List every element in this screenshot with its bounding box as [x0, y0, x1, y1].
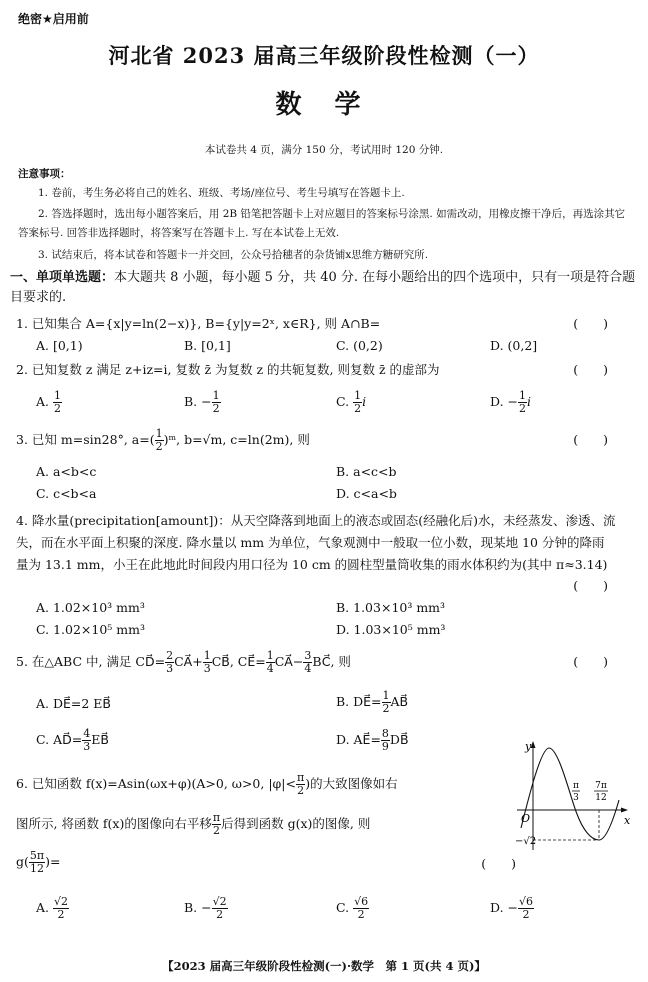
question-6-options [16, 894, 628, 924]
fraction [165, 650, 174, 675]
question-1-stem: 1. 已知集合 A={x|y=ln(2−x)}, B={y|y=2ˣ, x∈R}, 则 A∩B= [16, 316, 381, 331]
answer-paren: ( ) [573, 578, 608, 593]
option-d: D. 1.03×10⁵ mm³ [336, 622, 446, 637]
fraction [382, 690, 391, 715]
option-label: A. [36, 394, 50, 409]
question-6-line-2 [16, 812, 516, 837]
fraction [155, 428, 164, 453]
question-4-stem: 4. 降水量(precipitation[amount])：从天空降落到地面上的液态或固态(经融化后)水，未经蒸发、渗透、流失，而在水平面上积聚的深度. 降水量以 mm 为单位，气象观测中一般取一位小数，现某地 10 分钟的降雨量为 13.1 mm，小王在此地此时间段内用口径为 10 cm 的圆柱型量筒收集的雨水体积约为(其中 π≈3.14) [16, 513, 616, 572]
question-5-options-row1 [16, 690, 628, 718]
option-text: C. AD⃗= [36, 732, 83, 747]
page-footer: 【2023 届高三年级阶段性检测(一)·数学 第 1 页(共 4 页)】 [162, 959, 486, 973]
denominator: 2 [212, 824, 220, 837]
answer-paren: ( ) [573, 316, 608, 331]
question-5-stem-part: CA⃗− [274, 654, 304, 669]
question-2 [16, 360, 628, 380]
option-a [36, 896, 69, 921]
fraction [353, 896, 369, 921]
question-1-options [16, 336, 628, 356]
confidential-label: 绝密★启用前 [18, 12, 89, 26]
option-c: C. c<b<a [36, 486, 97, 501]
question-3-stem-part: 3. 已知 m=sin28°, a=( [16, 432, 155, 447]
question-3-options-row1 [16, 462, 628, 482]
option-c [336, 390, 366, 415]
fraction [296, 772, 305, 797]
denominator: 2 [297, 784, 305, 797]
section-one-heading [10, 268, 636, 308]
exam-title: 河北省 2023 届高三年级阶段性检测（一） [108, 43, 540, 68]
question-4-paren-row [16, 576, 628, 598]
denominator: 4 [266, 662, 274, 675]
question-5-stem-part: BC⃗, 则 [312, 654, 351, 669]
question-4 [16, 510, 616, 576]
question-4-options-row2 [16, 620, 628, 640]
fraction [381, 728, 390, 753]
question-6-stem-part: )= [45, 854, 61, 869]
numerator: 1 [155, 427, 163, 440]
answer-paren: ( ) [573, 654, 608, 669]
fraction [518, 390, 527, 415]
tick-1-denominator: 3 [573, 793, 579, 803]
denominator: 2 [212, 402, 220, 415]
answer-paren: ( ) [573, 362, 608, 377]
option-text: B. DE⃗= [336, 694, 382, 709]
tick-1-numerator: π [573, 781, 579, 791]
numerator: √6 [519, 895, 534, 908]
answer-paren: ( ) [481, 856, 516, 871]
question-6-stem-part: 6. 已知函数 f(x)=Asin(ωx+φ)(A>0, ω>0, |φ|< [16, 776, 296, 791]
option-b: B. 1.03×10³ mm³ [336, 600, 446, 615]
option-a: A. [0,1) [36, 338, 83, 353]
fraction [353, 390, 362, 415]
question-6-stem-part: 图所示, 将函数 f(x)的图像向右平移 [16, 816, 212, 831]
fraction [518, 896, 534, 921]
imaginary-unit: i [527, 394, 531, 409]
denominator: 9 [381, 740, 389, 753]
numerator: √2 [212, 895, 227, 908]
option-text: EB⃗ [91, 732, 109, 747]
sine-graph [515, 738, 633, 856]
numerator: 1 [54, 389, 61, 402]
option-c [36, 728, 109, 753]
question-2-stem: 2. 已知复数 z 满足 z+iz=i, 复数 z̄ 为复数 z 的共轭复数, 则复数 z̄ 的虚部为 [16, 362, 440, 377]
denominator: 2 [382, 702, 390, 715]
answer-paren: ( ) [573, 432, 608, 447]
fraction [53, 896, 69, 921]
option-text: D. AE⃗= [336, 732, 381, 747]
fraction [203, 650, 212, 675]
tick-2-denominator: 12 [595, 793, 607, 803]
numerator: 4 [83, 727, 91, 740]
option-c [336, 896, 369, 921]
option-b [336, 690, 408, 715]
fraction [82, 728, 91, 753]
denominator: 2 [216, 908, 224, 921]
numerator: 1 [354, 389, 362, 402]
option-b [184, 390, 221, 415]
question-3-stem-part: )ᵐ, b=√m, c=ln(2m), 则 [163, 432, 310, 447]
option-d: D. c<a<b [336, 486, 397, 501]
min-label: −√2 [515, 836, 537, 847]
option-d: D. (0,2] [490, 338, 538, 353]
option-a: A. DE⃗=2 EB⃗ [36, 696, 111, 711]
question-6-stem-part: 后得到函数 g(x)的图像, 则 [221, 816, 371, 831]
question-6-line-3 [16, 850, 516, 875]
question-3 [16, 428, 628, 453]
notice-item-2: 2. 答选择题时，选出每小题答案后，用 2B 铅笔把答题卡上对应题目的答案标号涂黑. 如需改动，用橡皮擦干净后，再选涂其它答案标号. 回答非选择题时，将答案写在答题卡上. 写在本试卷上无效. [18, 208, 626, 239]
question-4-options-row1 [16, 598, 628, 618]
question-3-options-row2 [16, 484, 628, 504]
section-one-text: 本大题共 8 小题，每小题 5 分，共 40 分. 在每小题给出的四个选项中，只有一项是符合题目要求的. [10, 270, 636, 305]
denominator: 2 [522, 908, 530, 921]
x-label: x [624, 814, 631, 827]
option-label: B. − [184, 900, 212, 915]
y-label: y [525, 740, 532, 753]
question-1 [16, 314, 628, 334]
option-c: C. 1.02×10⁵ mm³ [36, 622, 145, 637]
numerator: π [212, 811, 221, 824]
numerator: π [296, 771, 305, 784]
numerator: 3 [304, 649, 312, 662]
denominator: 2 [519, 402, 526, 415]
denominator: 2 [357, 908, 365, 921]
notice-heading: 注意事项： [18, 168, 71, 180]
denominator: 2 [354, 402, 362, 415]
numerator: 2 [166, 649, 174, 662]
option-label: A. [36, 900, 50, 915]
fraction [303, 650, 312, 675]
numerator: 1 [519, 389, 526, 402]
question-5-stem-part: CB⃗, CE⃗= [211, 654, 266, 669]
option-label: C. [336, 394, 350, 409]
numerator: 8 [381, 727, 389, 740]
exam-info: 本试卷共 4 页，满分 150 分，考试用时 120 分钟. [204, 144, 444, 156]
x-axis-arrow [621, 808, 628, 813]
question-5-stem-part: CA⃗+ [174, 654, 203, 669]
option-text: DB⃗ [389, 732, 409, 747]
tick-2-numerator: 7π [595, 781, 607, 791]
question-6-line-1 [16, 772, 516, 797]
denominator: 2 [155, 440, 163, 453]
option-label: B. − [184, 394, 212, 409]
option-a: A. 1.02×10³ mm³ [36, 600, 145, 615]
denominator: 3 [83, 740, 91, 753]
subject-title: 数 学 [275, 90, 373, 120]
section-one-label: 一、单项单选题： [10, 270, 115, 285]
fraction [29, 850, 45, 875]
option-a: A. a<b<c [36, 464, 97, 479]
option-d [490, 390, 531, 415]
numerator: 1 [212, 389, 220, 402]
fraction [266, 650, 275, 675]
denominator: 2 [57, 908, 65, 921]
fraction [53, 390, 62, 415]
question-6-stem-part: g( [16, 854, 29, 869]
question-5 [16, 650, 628, 675]
numerator: 1 [266, 649, 274, 662]
option-a [36, 390, 62, 415]
option-text: AB⃗ [390, 694, 409, 709]
numerator: 1 [203, 649, 211, 662]
option-label: D. − [490, 900, 518, 915]
denominator: 2 [54, 402, 61, 415]
numerator: 1 [382, 689, 390, 702]
notice-item-3: 3. 试结束后，将本试卷和答题卡一并交回，公众号拾穗者的杂货铺x思维方糖研究所. [38, 249, 429, 261]
question-5-stem-part: 5. 在△ABC 中, 满足 CD⃗= [16, 654, 166, 669]
fraction [212, 390, 221, 415]
denominator: 3 [166, 662, 174, 675]
option-c: C. (0,2) [336, 338, 383, 353]
option-b [184, 896, 228, 921]
notice-item-1: 1. 卷前，考生务必将自己的姓名、班级、考场/座位号、考生号填写在答题卡上. [38, 187, 405, 199]
denominator: 12 [30, 862, 44, 875]
option-label: D. − [490, 394, 518, 409]
question-6-stem-part: )的大致图像如右 [305, 776, 398, 791]
denominator: 3 [203, 662, 211, 675]
option-b: B. [0,1] [184, 338, 231, 353]
imaginary-unit: i [362, 394, 367, 409]
option-d [336, 728, 409, 753]
origin-label: O [521, 812, 531, 825]
numerator: √2 [54, 895, 69, 908]
numerator: √6 [354, 895, 369, 908]
question-2-options [16, 386, 628, 416]
option-label: C. [336, 900, 350, 915]
fraction [212, 812, 221, 837]
y-axis-arrow [531, 741, 536, 748]
numerator: 5π [29, 849, 45, 862]
denominator: 4 [304, 662, 312, 675]
option-b: B. a<c<b [336, 464, 397, 479]
option-d [490, 896, 534, 921]
fraction [212, 896, 228, 921]
